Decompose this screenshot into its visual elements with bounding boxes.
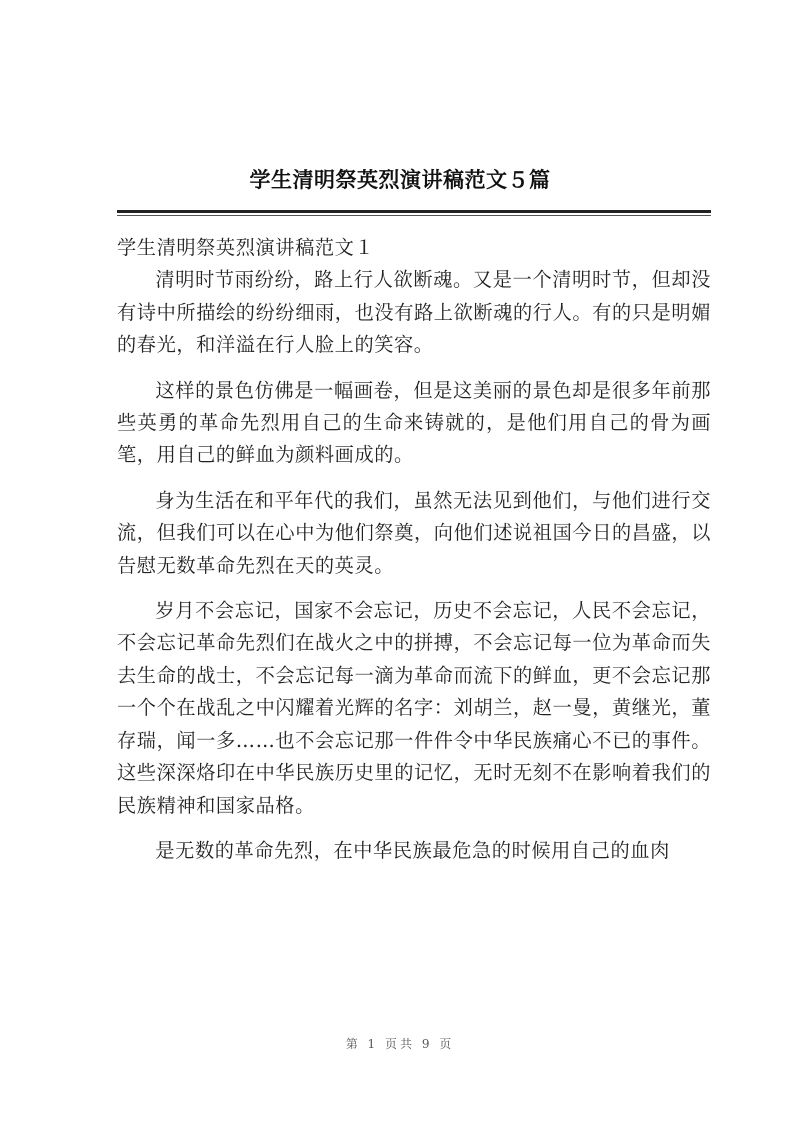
paragraph-2: 这样的景色仿佛是一幅画卷，但是这美丽的景色却是很多年前那些英勇的革命先烈用自己的生命来铸就的，是他们用自己的骨为画笔，用自己的鲜血为颜料画成的。 bbox=[117, 378, 711, 467]
paragraph-3: 身为生活在和平年代的我们，虽然无法见到他们，与他们进行交流，但我们可以在心中为他们祭奠，向他们述说祖国今日的昌盛，以告慰无数革命先烈在天的英灵。 bbox=[117, 488, 711, 577]
page-title: 学生清明祭英烈演讲稿范文５篇 bbox=[249, 167, 551, 192]
title-divider-thin bbox=[117, 215, 711, 216]
paragraph-1: 清明时节雨纷纷，路上行人欲断魂。又是一个清明时节，但却没有诗中所描绘的纷纷细雨，也没有路上欲断魂的行人。有的只是明媚的春光，和洋溢在行人脸上的笑容。 bbox=[117, 268, 711, 357]
paragraph-5: 是无数的革命先烈，在中华民族最危急的时候用自己的血肉 bbox=[155, 838, 670, 862]
document-body bbox=[117, 232, 711, 880]
section-heading: 学生清明祭英烈演讲稿范文１ bbox=[117, 236, 375, 259]
paragraph-4: 岁月不会忘记，国家不会忘记，历史不会忘记，人民不会忘记，不会忘记革命先烈们在战火之中的拼搏，不会忘记每一位为革命而失去生命的战士，不会忘记每一滴为革命而流下的鲜血，更不会忘记那一个个在战乱之中闪耀着光辉的名字：刘胡兰，赵一曼，黄继光，董存瑞，闻一多……也不会忘记那一件件令中华民族痛心不已的事件。这些深深烙印在中华民族历史里的记忆，无时无刻不在影响着我们的民族精神和国家品格。 bbox=[117, 599, 711, 817]
title-divider-thick bbox=[117, 210, 711, 213]
page-footer: 第 1 页共 9 页 bbox=[345, 1037, 455, 1051]
